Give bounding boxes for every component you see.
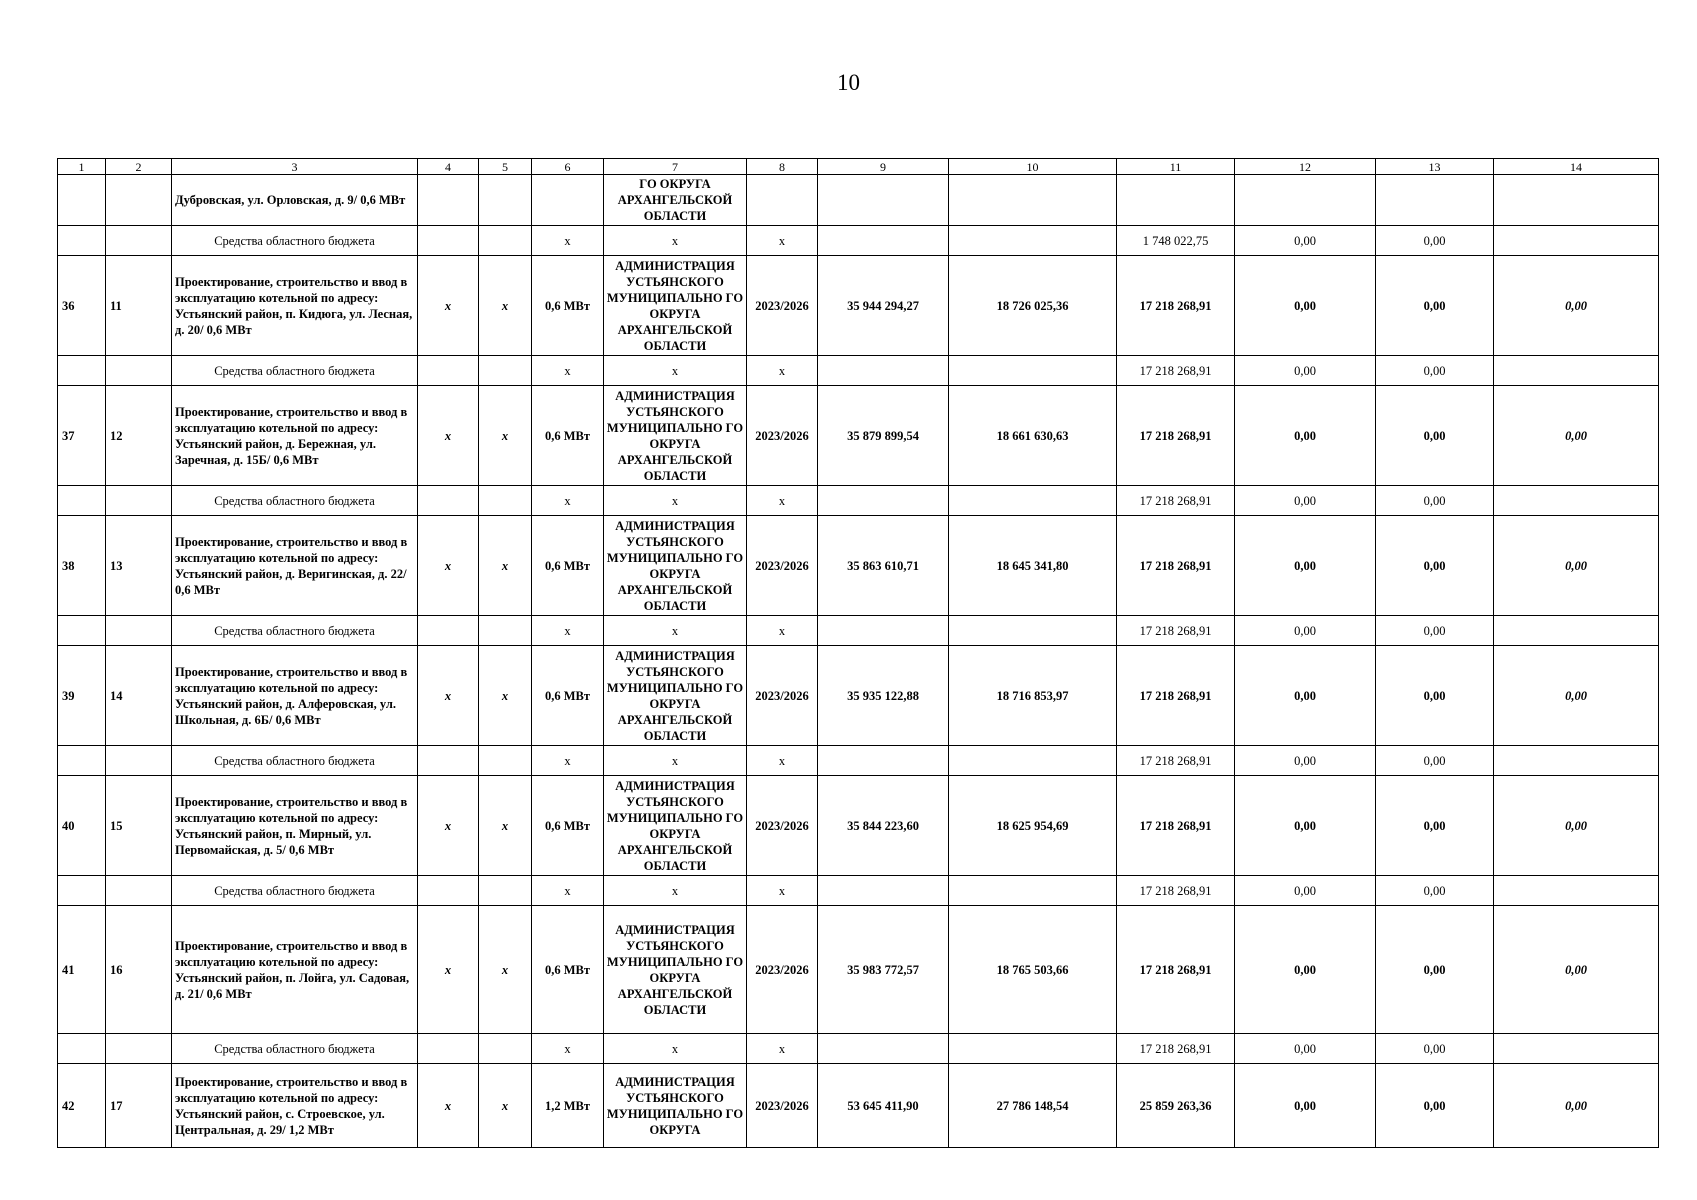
total-cost: 35 844 223,60 [818, 776, 949, 876]
cell-empty [106, 356, 172, 386]
cell-col5: x [479, 386, 532, 486]
cost-col13: 0,00 [1376, 516, 1494, 616]
cost-col13: 0,00 [1376, 1064, 1494, 1148]
cost-col11: 17 218 268,91 [1117, 386, 1235, 486]
construction-years: 2023/2026 [747, 386, 818, 486]
cell-amount: 17 218 268,91 [1117, 746, 1235, 776]
header-cell: 2 [106, 159, 172, 175]
cell-empty [58, 226, 106, 256]
header-cell: 14 [1494, 159, 1659, 175]
project-name: Проектирование, строительство и ввод в эксплуатацию котельной по адресу: Устьянский район, д. Веригинская, д. 22/ 0,6 МВт [172, 516, 418, 616]
header-cell: 7 [604, 159, 747, 175]
funding-source-row [58, 876, 1659, 906]
funding-source-label: Средства областного бюджета [172, 356, 418, 386]
header-cell: 1 [58, 159, 106, 175]
capacity: 0,6 МВт [532, 646, 604, 746]
cell-amount: 0,00 [1235, 616, 1376, 646]
column-number-header [58, 159, 1659, 175]
cell-amount: 0,00 [1376, 486, 1494, 516]
administrator: АДМИНИСТРАЦИЯ УСТЬЯНСКОГО МУНИЦИПАЛЬНО ГО ОКРУГА АРХАНГЕЛЬСКОЙ ОБЛАСТИ [604, 256, 747, 356]
cell-col4: x [418, 776, 479, 876]
cell-empty [747, 175, 818, 226]
funding-source-row [58, 1034, 1659, 1064]
funding-source-row [58, 616, 1659, 646]
cost-col12: 0,00 [1235, 776, 1376, 876]
cell-empty [479, 1034, 532, 1064]
cost-col10: 18 716 853,97 [949, 646, 1117, 746]
cell-administrator: x [604, 746, 747, 776]
cell-empty [949, 356, 1117, 386]
funding-source-row [58, 226, 1659, 256]
cell-col5: x [479, 776, 532, 876]
cell-empty [818, 226, 949, 256]
cell-amount: 0,00 [1376, 1034, 1494, 1064]
cost-col12: 0,00 [1235, 1064, 1376, 1148]
cell-empty [1494, 226, 1659, 256]
row-number: 38 [58, 516, 106, 616]
header-cell: 9 [818, 159, 949, 175]
cost-col13: 0,00 [1376, 646, 1494, 746]
project-row [58, 1064, 1659, 1148]
cell-empty [818, 746, 949, 776]
cell-empty [479, 175, 532, 226]
cell-capacity: x [532, 226, 604, 256]
capacity: 0,6 МВт [532, 906, 604, 1034]
cell-empty [818, 486, 949, 516]
cell-amount: 0,00 [1235, 226, 1376, 256]
cell-administrator: x [604, 616, 747, 646]
administrator: АДМИНИСТРАЦИЯ УСТЬЯНСКОГО МУНИЦИПАЛЬНО ГО ОКРУГА АРХАНГЕЛЬСКОЙ ОБЛАСТИ [604, 516, 747, 616]
cell-col4: x [418, 646, 479, 746]
cell-empty [949, 616, 1117, 646]
cell-empty [1235, 175, 1376, 226]
cell-empty [1494, 616, 1659, 646]
cell-capacity: x [532, 746, 604, 776]
cost-col14: 0,00 [1494, 906, 1659, 1034]
continuation-row [58, 175, 1659, 226]
cost-col12: 0,00 [1235, 906, 1376, 1034]
total-cost: 35 863 610,71 [818, 516, 949, 616]
cell-empty [106, 616, 172, 646]
funding-source-label: Средства областного бюджета [172, 616, 418, 646]
cell-empty [106, 746, 172, 776]
construction-years: 2023/2026 [747, 906, 818, 1034]
cell-empty [1494, 356, 1659, 386]
row-number: 42 [58, 1064, 106, 1148]
funding-source-row [58, 486, 1659, 516]
cell-col5: x [479, 256, 532, 356]
row-number: 37 [58, 386, 106, 486]
cost-col14: 0,00 [1494, 256, 1659, 356]
cell-empty [106, 486, 172, 516]
cell-amount: 0,00 [1235, 876, 1376, 906]
funding-source-label: Средства областного бюджета [172, 746, 418, 776]
header-cell: 6 [532, 159, 604, 175]
funding-source-label: Средства областного бюджета [172, 486, 418, 516]
cell-empty [1494, 746, 1659, 776]
cost-col13: 0,00 [1376, 256, 1494, 356]
cell-empty [58, 1034, 106, 1064]
cell-empty [479, 746, 532, 776]
cell-empty [1376, 175, 1494, 226]
cell-capacity: x [532, 486, 604, 516]
administrator: АДМИНИСТРАЦИЯ УСТЬЯНСКОГО МУНИЦИПАЛЬНО ГО ОКРУГА [604, 1064, 747, 1148]
cost-col13: 0,00 [1376, 386, 1494, 486]
project-name: Проектирование, строительство и ввод в эксплуатацию котельной по адресу: Устьянский район, п. Мирный, ул. Первомайская, д. 5/ 0,6 МВт [172, 776, 418, 876]
total-cost: 35 935 122,88 [818, 646, 949, 746]
header-cell: 13 [1376, 159, 1494, 175]
cell-amount: 0,00 [1235, 746, 1376, 776]
header-cell: 4 [418, 159, 479, 175]
administrator: ГО ОКРУГА АРХАНГЕЛЬСКОЙ ОБЛАСТИ [604, 175, 747, 226]
cell-administrator: x [604, 486, 747, 516]
project-name: Проектирование, строительство и ввод в эксплуатацию котельной по адресу: Устьянский район, д. Алферовская, ул. Школьная, д. 6Б/ 0,6 МВт [172, 646, 418, 746]
cell-amount: 0,00 [1376, 876, 1494, 906]
row-number: 36 [58, 256, 106, 356]
cell-empty [58, 175, 106, 226]
cell-amount: 17 218 268,91 [1117, 876, 1235, 906]
cost-col14: 0,00 [1494, 1064, 1659, 1148]
cell-col4: x [418, 906, 479, 1034]
project-name: Проектирование, строительство и ввод в эксплуатацию котельной по адресу: Устьянский район, с. Строевское, ул. Центральная, д. 29/ 1,2 МВт [172, 1064, 418, 1148]
header-cell: 12 [1235, 159, 1376, 175]
cost-col14: 0,00 [1494, 776, 1659, 876]
cell-empty [1494, 486, 1659, 516]
cell-amount: 17 218 268,91 [1117, 486, 1235, 516]
cell-amount: 0,00 [1376, 746, 1494, 776]
sub-number: 12 [106, 386, 172, 486]
cell-empty [818, 356, 949, 386]
cell-empty [106, 1034, 172, 1064]
cell-years: x [747, 616, 818, 646]
cell-empty [818, 616, 949, 646]
row-number: 39 [58, 646, 106, 746]
funding-source-label: Средства областного бюджета [172, 876, 418, 906]
cell-years: x [747, 1034, 818, 1064]
construction-years: 2023/2026 [747, 1064, 818, 1148]
cost-col12: 0,00 [1235, 386, 1376, 486]
cell-col4: x [418, 386, 479, 486]
cell-empty [949, 226, 1117, 256]
cell-administrator: x [604, 226, 747, 256]
row-number: 41 [58, 906, 106, 1034]
cell-empty [532, 175, 604, 226]
cell-years: x [747, 356, 818, 386]
administrator: АДМИНИСТРАЦИЯ УСТЬЯНСКОГО МУНИЦИПАЛЬНО ГО ОКРУГА АРХАНГЕЛЬСКОЙ ОБЛАСТИ [604, 646, 747, 746]
cell-capacity: x [532, 616, 604, 646]
funding-source-row [58, 356, 1659, 386]
cell-empty [949, 175, 1117, 226]
cell-empty [818, 1034, 949, 1064]
total-cost: 53 645 411,90 [818, 1064, 949, 1148]
header-cell: 3 [172, 159, 418, 175]
cost-col14: 0,00 [1494, 516, 1659, 616]
cost-col12: 0,00 [1235, 646, 1376, 746]
cell-empty [418, 876, 479, 906]
sub-number: 13 [106, 516, 172, 616]
cell-capacity: x [532, 876, 604, 906]
cell-administrator: x [604, 1034, 747, 1064]
cell-amount: 1 748 022,75 [1117, 226, 1235, 256]
cell-empty [949, 746, 1117, 776]
cell-col4: x [418, 516, 479, 616]
cell-col5: x [479, 646, 532, 746]
cell-col5: x [479, 516, 532, 616]
construction-years: 2023/2026 [747, 516, 818, 616]
cell-col4: x [418, 256, 479, 356]
cell-years: x [747, 226, 818, 256]
total-cost: 35 944 294,27 [818, 256, 949, 356]
cell-empty [418, 226, 479, 256]
sub-number: 17 [106, 1064, 172, 1148]
cell-capacity: x [532, 356, 604, 386]
cell-amount: 0,00 [1376, 616, 1494, 646]
sub-number: 14 [106, 646, 172, 746]
project-row [58, 646, 1659, 746]
cell-col5: x [479, 906, 532, 1034]
sub-number: 16 [106, 906, 172, 1034]
cell-years: x [747, 876, 818, 906]
cell-empty [1494, 175, 1659, 226]
cost-col11: 17 218 268,91 [1117, 776, 1235, 876]
cell-empty [949, 876, 1117, 906]
capacity: 0,6 МВт [532, 776, 604, 876]
cell-empty [949, 486, 1117, 516]
cell-amount: 17 218 268,91 [1117, 356, 1235, 386]
cell-empty [1117, 175, 1235, 226]
cost-col12: 0,00 [1235, 516, 1376, 616]
cell-years: x [747, 746, 818, 776]
funding-source-label: Средства областного бюджета [172, 226, 418, 256]
cell-empty [106, 876, 172, 906]
funding-source-label: Средства областного бюджета [172, 1034, 418, 1064]
cell-years: x [747, 486, 818, 516]
cell-empty [479, 876, 532, 906]
capacity: 1,2 МВт [532, 1064, 604, 1148]
project-row [58, 256, 1659, 356]
cell-empty [949, 1034, 1117, 1064]
construction-years: 2023/2026 [747, 776, 818, 876]
construction-years: 2023/2026 [747, 256, 818, 356]
cost-col11: 17 218 268,91 [1117, 906, 1235, 1034]
sub-number: 11 [106, 256, 172, 356]
capacity: 0,6 МВт [532, 516, 604, 616]
cost-col10: 18 625 954,69 [949, 776, 1117, 876]
cell-amount: 17 218 268,91 [1117, 616, 1235, 646]
cost-col10: 18 661 630,63 [949, 386, 1117, 486]
cost-col12: 0,00 [1235, 256, 1376, 356]
cell-empty [1494, 876, 1659, 906]
cell-empty [1494, 1034, 1659, 1064]
cell-col5: x [479, 1064, 532, 1148]
cost-col14: 0,00 [1494, 386, 1659, 486]
cell-capacity: x [532, 1034, 604, 1064]
header-cell: 8 [747, 159, 818, 175]
funding-source-row [58, 746, 1659, 776]
project-name: Проектирование, строительство и ввод в эксплуатацию котельной по адресу: Устьянский район, п. Кидюга, ул. Лесная, д. 20/ 0,6 МВт [172, 256, 418, 356]
cell-empty [418, 356, 479, 386]
cell-amount: 0,00 [1235, 486, 1376, 516]
cell-empty [58, 356, 106, 386]
cell-empty [58, 616, 106, 646]
project-name: Дубровская, ул. Орловская, д. 9/ 0,6 МВт [172, 175, 418, 226]
cell-amount: 0,00 [1235, 356, 1376, 386]
cell-empty [418, 746, 479, 776]
cost-col10: 27 786 148,54 [949, 1064, 1117, 1148]
header-cell: 11 [1117, 159, 1235, 175]
construction-years: 2023/2026 [747, 646, 818, 746]
project-row [58, 516, 1659, 616]
cost-col10: 18 726 025,36 [949, 256, 1117, 356]
administrator: АДМИНИСТРАЦИЯ УСТЬЯНСКОГО МУНИЦИПАЛЬНО ГО ОКРУГА АРХАНГЕЛЬСКОЙ ОБЛАСТИ [604, 386, 747, 486]
project-row [58, 906, 1659, 1034]
capacity: 0,6 МВт [532, 386, 604, 486]
header-cell: 10 [949, 159, 1117, 175]
cell-empty [58, 876, 106, 906]
project-row [58, 386, 1659, 486]
cost-col11: 17 218 268,91 [1117, 256, 1235, 356]
cell-amount: 0,00 [1376, 226, 1494, 256]
project-name: Проектирование, строительство и ввод в эксплуатацию котельной по адресу: Устьянский район, п. Лойга, ул. Садовая, д. 21/ 0,6 МВт [172, 906, 418, 1034]
cost-col11: 17 218 268,91 [1117, 516, 1235, 616]
cell-empty [418, 616, 479, 646]
cost-col13: 0,00 [1376, 906, 1494, 1034]
project-name: Проектирование, строительство и ввод в эксплуатацию котельной по адресу: Устьянский район, д. Бережная, ул. Заречная, д. 15Б/ 0,6 МВт [172, 386, 418, 486]
cell-empty [479, 356, 532, 386]
cell-empty [58, 486, 106, 516]
cell-empty [106, 226, 172, 256]
cell-empty [58, 746, 106, 776]
cell-empty [479, 486, 532, 516]
cost-col11: 17 218 268,91 [1117, 646, 1235, 746]
cell-amount: 17 218 268,91 [1117, 1034, 1235, 1064]
page-number: 10 [837, 70, 860, 95]
sub-number: 15 [106, 776, 172, 876]
total-cost: 35 983 772,57 [818, 906, 949, 1034]
cell-administrator: x [604, 356, 747, 386]
cell-amount: 0,00 [1376, 356, 1494, 386]
row-number: 40 [58, 776, 106, 876]
cell-col4: x [418, 1064, 479, 1148]
administrator: АДМИНИСТРАЦИЯ УСТЬЯНСКОГО МУНИЦИПАЛЬНО ГО ОКРУГА АРХАНГЕЛЬСКОЙ ОБЛАСТИ [604, 906, 747, 1034]
cost-col13: 0,00 [1376, 776, 1494, 876]
cell-empty [418, 1034, 479, 1064]
project-row [58, 776, 1659, 876]
cost-col14: 0,00 [1494, 646, 1659, 746]
cost-col10: 18 645 341,80 [949, 516, 1117, 616]
cell-empty [818, 175, 949, 226]
header-cell: 5 [479, 159, 532, 175]
cell-empty [106, 175, 172, 226]
capacity: 0,6 МВт [532, 256, 604, 356]
cost-col10: 18 765 503,66 [949, 906, 1117, 1034]
administrator: АДМИНИСТРАЦИЯ УСТЬЯНСКОГО МУНИЦИПАЛЬНО ГО ОКРУГА АРХАНГЕЛЬСКОЙ ОБЛАСТИ [604, 776, 747, 876]
project-table [57, 158, 1659, 1148]
cell-empty [479, 226, 532, 256]
cell-empty [418, 486, 479, 516]
cell-empty [818, 876, 949, 906]
cost-col11: 25 859 263,36 [1117, 1064, 1235, 1148]
cell-empty [418, 175, 479, 226]
cell-amount: 0,00 [1235, 1034, 1376, 1064]
cell-empty [479, 616, 532, 646]
total-cost: 35 879 899,54 [818, 386, 949, 486]
cell-administrator: x [604, 876, 747, 906]
